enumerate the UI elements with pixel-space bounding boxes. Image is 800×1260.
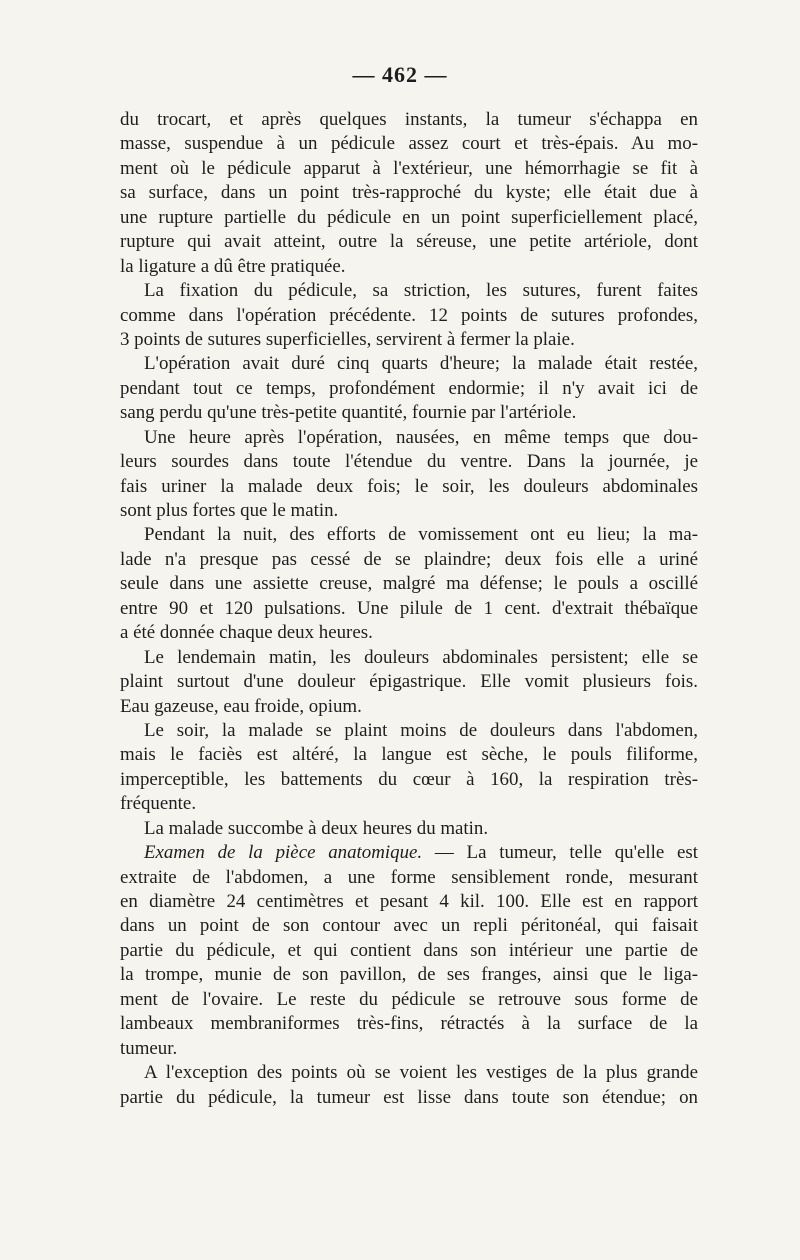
text-line: a été donnée chaque deux heures. bbox=[120, 622, 373, 644]
text-line: fais uriner la malade deux fois; le soir, les douleurs abdominales bbox=[120, 475, 698, 497]
paragraph bbox=[120, 523, 698, 645]
text-line: pendant tout ce temps, profondément endormie; il n'y avait ici de bbox=[120, 377, 698, 399]
paragraph bbox=[120, 817, 698, 841]
text-line: plaint surtout d'une douleur épigastrique. Elle vomit plusieurs fois. bbox=[120, 671, 698, 693]
paragraph bbox=[120, 1061, 698, 1110]
text-line: Une heure après l'opération, nausées, en même temps que dou- bbox=[144, 426, 698, 448]
text-line: du trocart, et après quelques instants, la tumeur s'échappa en bbox=[120, 109, 698, 130]
text-line: entre 90 et 120 pulsations. Une pilule de 1 cent. d'extrait thébaïque bbox=[120, 597, 698, 619]
text-line: lade n'a presque pas cessé de se plaindre; deux fois elle a uriné bbox=[120, 548, 698, 570]
text-line: tumeur. bbox=[120, 1037, 178, 1059]
italic-heading: Examen de la pièce anatomique. bbox=[144, 842, 423, 864]
text-line: partie du pédicule, la tumeur est lisse dans toute son étendue; on bbox=[120, 1086, 698, 1108]
text-line: masse, suspendue à un pédicule assez court et très-épais. Au mo- bbox=[120, 133, 698, 155]
paragraph bbox=[120, 279, 698, 352]
text-line: en diamètre 24 centimètres et pesant 4 kil. 100. Elle est en rapport bbox=[120, 891, 698, 912]
text-line: L'opération avait duré cinq quarts d'heure; la malade était restée, bbox=[144, 353, 698, 375]
text-line: comme dans l'opération précédente. 12 points de sutures profondes, bbox=[120, 304, 698, 326]
paragraph bbox=[120, 426, 698, 524]
paragraph bbox=[120, 841, 698, 1061]
text-line: Eau gazeuse, eau froide, opium. bbox=[120, 695, 362, 717]
page-number: — 462 — bbox=[352, 62, 448, 87]
paragraph bbox=[120, 352, 698, 425]
text-line: fréquente. bbox=[120, 793, 197, 815]
text-line: dans un point de son contour avec un repli péritonéal, qui faisait bbox=[120, 915, 698, 937]
paragraph bbox=[120, 108, 698, 279]
text-line: extraite de l'abdomen, a une forme sensiblement ronde, mesurant bbox=[120, 866, 698, 888]
text-line: Examen de la pièce anatomique. — La tumeur, telle qu'elle est bbox=[144, 842, 698, 864]
paragraph bbox=[120, 646, 698, 719]
text-line: sang perdu qu'une très-petite quantité, fournie par l'artériole. bbox=[120, 402, 577, 424]
text-line: Pendant la nuit, des efforts de vomissement ont eu lieu; la ma- bbox=[144, 524, 698, 546]
text-line: la ligature a dû être pratiquée. bbox=[120, 255, 346, 277]
text-line: Le lendemain matin, les douleurs abdominales persistent; elle se bbox=[144, 646, 698, 668]
text-line: ment où le pédicule apparut à l'extérieur, une hémorrhagie se fit à bbox=[120, 157, 698, 179]
text-line: imperceptible, les battements du cœur à 160, la respiration très- bbox=[120, 768, 698, 790]
paragraph bbox=[120, 719, 698, 817]
text-line: une rupture partielle du pédicule en un point superficiellement placé, bbox=[120, 206, 698, 228]
text-line: 3 points de sutures superficielles, servirent à fermer la plaie. bbox=[120, 328, 575, 350]
text-line: leurs sourdes dans toute l'étendue du ventre. Dans la journée, je bbox=[120, 451, 698, 473]
text-line: sont plus fortes que le matin. bbox=[120, 500, 339, 521]
text-line: La malade succombe à deux heures du matin. bbox=[144, 817, 489, 839]
text-line: rupture qui avait atteint, outre la séreuse, une petite artériole, dont bbox=[120, 231, 698, 253]
text-line: ment de l'ovaire. Le reste du pédicule se retrouve sous forme de bbox=[120, 988, 698, 1010]
text-line: partie du pédicule, et qui contient dans son intérieur une partie de bbox=[120, 939, 698, 961]
text-line: Le soir, la malade se plaint moins de douleurs dans l'abdomen, bbox=[144, 719, 698, 741]
text-line: A l'exception des points où se voient les vestiges de la plus grande bbox=[144, 1062, 698, 1084]
text-line: lambeaux membraniformes très-fins, rétractés à la surface de la bbox=[120, 1013, 698, 1035]
text-line: seule dans une assiette creuse, malgré ma défense; le pouls a oscillé bbox=[120, 573, 698, 595]
text-line: La fixation du pédicule, sa striction, les sutures, furent faites bbox=[144, 280, 698, 302]
text-line: mais le faciès est altéré, la langue est sèche, le pouls filiforme, bbox=[120, 744, 698, 766]
text-line: la trompe, munie de son pavillon, de ses franges, ainsi que le liga- bbox=[120, 964, 698, 986]
text-line: sa surface, dans un point très-rapproché du kyste; elle était due à bbox=[120, 182, 698, 204]
body-text bbox=[120, 108, 698, 1110]
